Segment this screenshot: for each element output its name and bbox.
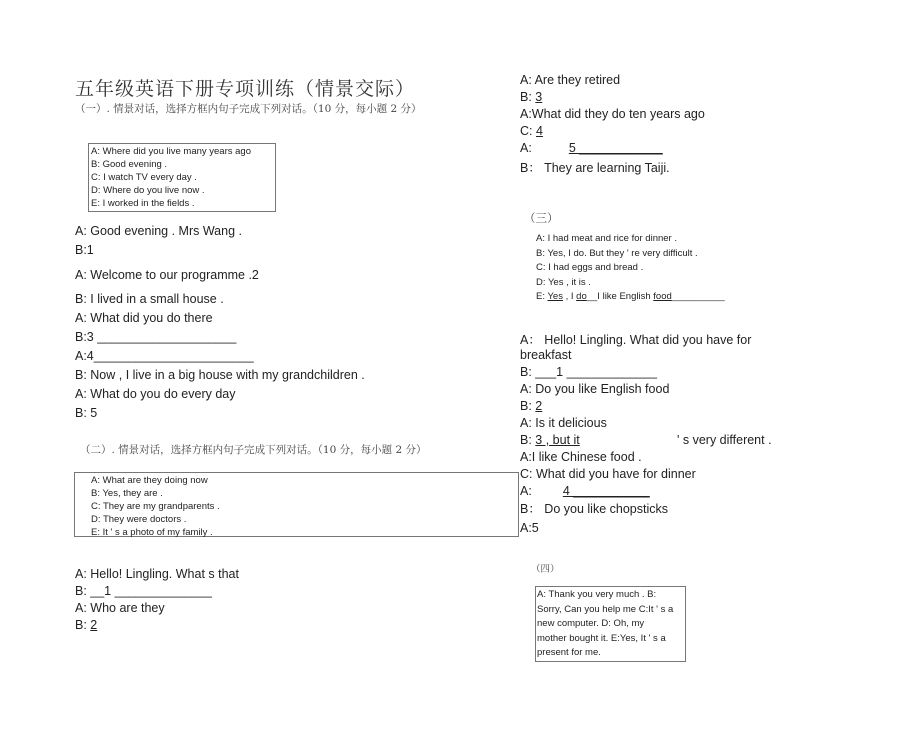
option: Sorry, Can you help me C:It ' s a — [537, 603, 674, 615]
option: A: Where did you live many years ago — [91, 146, 251, 157]
dialogue-line: B: __1 ______________ — [75, 584, 212, 598]
speaker: A: — [520, 141, 532, 155]
section-2-options-box — [74, 472, 519, 537]
option: B: Good evening . — [91, 159, 168, 170]
option: E: I worked in the fields . — [91, 198, 195, 209]
dialogue-line: A: What did you do there — [75, 311, 213, 325]
option: C: They are my grandparents . — [91, 501, 220, 512]
option: C: I had eggs and bread . — [536, 262, 644, 273]
section-4-options-box — [535, 586, 686, 662]
answer-blank: 2 — [90, 618, 98, 632]
dialogue-line — [520, 90, 542, 105]
dialogue-line: B: Now , I live in a big house with my grandchildren . — [75, 368, 365, 382]
section-1-options-box — [88, 143, 276, 212]
answer-blank: 5 ____________ — [568, 141, 663, 155]
option: D: Where do you live now . — [91, 185, 205, 196]
answer-blank: 4 ___________ — [562, 484, 650, 498]
option: A: Thank you very much . B: — [537, 589, 657, 600]
dialogue-line: B: I lived in a small house . — [75, 292, 224, 306]
dialogue-line: A: Hello! Lingling. What s that — [75, 567, 239, 581]
speaker: A: — [520, 484, 532, 498]
dialogue-line — [520, 124, 543, 139]
option: D: They were doctors . — [91, 514, 187, 525]
speaker: B: — [520, 90, 536, 104]
option — [536, 290, 725, 305]
speaker: C: — [520, 124, 536, 138]
speaker: B: — [520, 433, 536, 447]
section-3-heading: （三） — [524, 211, 559, 225]
dialogue-line: A: Good evening . Mrs Wang . — [75, 224, 242, 238]
dialogue-line: A: Who are they — [75, 601, 165, 615]
dialogue-line: A: Are they retired — [520, 73, 621, 87]
dialogue-line: A: Do you like English food — [520, 382, 670, 396]
option: C: I watch TV every day . — [91, 172, 197, 183]
dialogue-line: B:1 — [75, 243, 94, 257]
dialogue-line: A:What did they do ten years ago — [520, 107, 705, 121]
answer-blank: 3 , but it — [535, 433, 580, 447]
option: B: Yes, they are . — [91, 488, 163, 499]
answer-blank: 4 — [535, 124, 543, 138]
dialogue-line: A: Welcome to our programme .2 — [75, 268, 259, 282]
answer-blank: 2 — [535, 399, 543, 413]
option-text: __________ — [671, 291, 725, 302]
option-letter: E: — [536, 291, 548, 302]
dialogue-line — [75, 618, 97, 633]
page-title: 五年级英语下册专项训练（情景交际） — [75, 78, 416, 100]
dialogue-line: A:I like Chinese food . — [520, 450, 642, 464]
option: B: Yes, I do. But they ' re very difficult . — [536, 247, 698, 259]
dialogue-line: C: What did you have for dinner — [520, 467, 696, 481]
option: present for me. — [537, 647, 601, 659]
option: A: What are they doing now — [91, 475, 208, 486]
option: new computer. D: Oh, my — [537, 618, 645, 630]
dialogue-line: B: ___1 _____________ — [520, 365, 657, 379]
speaker: B: — [520, 399, 536, 413]
dialogue-line: breakfast — [520, 348, 572, 362]
dialogue-line: A: Is it delicious — [520, 416, 607, 430]
dialogue-line: A:5 — [520, 521, 539, 535]
answer-blank: 3 — [535, 90, 543, 104]
dialogue-line — [520, 484, 650, 499]
dialogue-line-tail: ' s very different . — [677, 433, 772, 447]
dialogue-line: B: 5 — [75, 406, 98, 420]
dialogue-line — [520, 433, 580, 448]
option: E: It ' s a photo of my family . — [91, 527, 213, 538]
speaker: B: — [75, 618, 91, 632]
option-text: Yes — [547, 291, 563, 302]
dialogue-line: B： Do you like chopsticks — [520, 502, 668, 516]
dialogue-line: B:3 ____________________ — [75, 330, 237, 344]
section-2-instruction: （二）. 情景对话，选择方框内句子完成下列对话。（10 分，每小题 2 分） — [80, 444, 427, 456]
option-text: __I like English — [586, 291, 654, 302]
dialogue-line: B： They are learning Taiji. — [520, 161, 670, 175]
dialogue-line: A： Hello! Lingling. What did you have for — [520, 333, 752, 347]
option-text: , I — [562, 291, 577, 302]
option-text: food — [653, 291, 672, 302]
section-1-instruction: （一）. 情景对话，选择方框内句子完成下列对话。（10 分，每小题 2 分） — [75, 103, 422, 115]
section-4-heading: （四） — [531, 564, 560, 575]
option: A: I had meat and rice for dinner . — [536, 233, 677, 244]
section-3-options — [536, 232, 725, 305]
dialogue-line: A: What do you do every day — [75, 387, 236, 401]
dialogue-line — [520, 399, 542, 414]
dialogue-line — [520, 141, 663, 156]
option: mother bought it. E:Yes, It ' s a — [537, 632, 666, 644]
option-text: do — [576, 291, 587, 302]
option: D: Yes , it is . — [536, 276, 591, 288]
dialogue-line: A:4_______________________ — [75, 349, 254, 363]
